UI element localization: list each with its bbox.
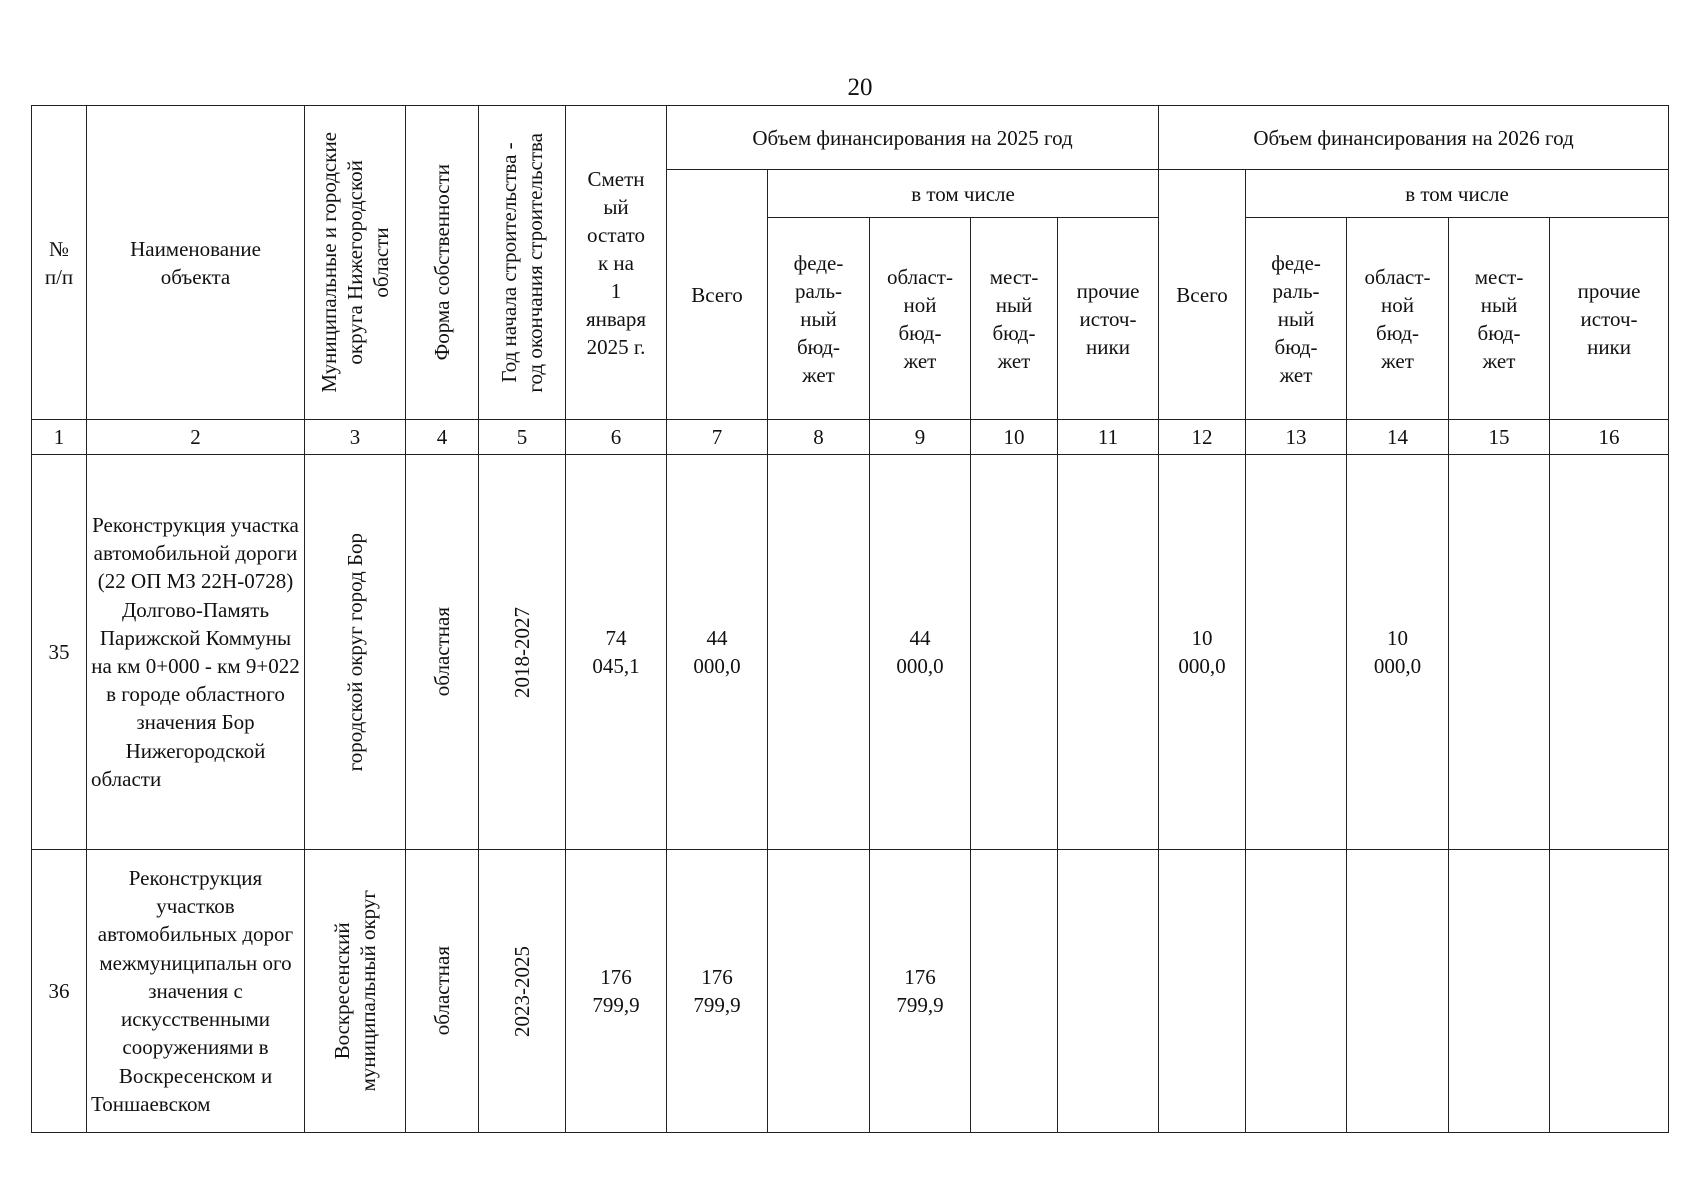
header-years: Год начала строительства - год окончания строительства — [497, 132, 547, 393]
district-cell — [305, 455, 406, 850]
balance: 74 045,1 — [566, 455, 667, 850]
table-row — [32, 850, 1669, 1133]
row-number: 35 — [32, 455, 87, 850]
total-2026: 10 000,0 — [1159, 455, 1246, 850]
header-local-2026: мест- ный бюд- жет — [1449, 218, 1550, 420]
column-number: 16 — [1550, 420, 1669, 455]
header-federal-2026: феде- раль- ный бюд- жет — [1246, 218, 1347, 420]
header-number: № п/п — [32, 106, 87, 420]
ownership-cell — [406, 455, 479, 850]
federal-2025 — [768, 850, 870, 1133]
total-2025: 176 799,9 — [667, 850, 768, 1133]
years: 2023-2025 — [510, 945, 534, 1037]
header-total-2026: Всего — [1159, 170, 1246, 420]
object-name: Реконструкция участков автомобильных дорог межмуниципальн ого значения с искусственными сооружениями в Воскресенском и Тоншаевском — [87, 850, 305, 1133]
column-number: 12 — [1159, 420, 1246, 455]
header-other-2025: прочие источ- ники — [1058, 218, 1159, 420]
total-2026 — [1159, 850, 1246, 1133]
federal-2025 — [768, 455, 870, 850]
header-ownership-cell — [406, 106, 479, 420]
header-local-2025: мест- ный бюд- жет — [971, 218, 1058, 420]
balance: 176 799,9 — [566, 850, 667, 1133]
local-2026 — [1449, 850, 1550, 1133]
ownership: областная — [430, 946, 454, 1036]
column-number: 4 — [406, 420, 479, 455]
district-cell — [305, 850, 406, 1133]
column-number: 14 — [1347, 420, 1449, 455]
column-number: 15 — [1449, 420, 1550, 455]
object-name: Реконструкция участка автомобильной дороги (22 ОП МЗ 22Н-0728) Долгово-Память Парижской Коммуны на км 0+000 - км 9+022 в городе областного значения Бор Нижегородской области — [87, 455, 305, 850]
header-funding-2026: Объем финансирования на 2026 год — [1159, 106, 1669, 170]
column-number: 1 — [32, 420, 87, 455]
local-2025 — [971, 455, 1058, 850]
regional-2025: 176 799,9 — [870, 850, 971, 1133]
regional-2026 — [1347, 850, 1449, 1133]
header-balance: Сметн ый остато к на 1 января 2025 г. — [566, 106, 667, 420]
regional-2026: 10 000,0 — [1347, 455, 1449, 850]
funding-table — [31, 105, 1669, 1133]
header-total-2025: Всего — [667, 170, 768, 420]
table-row — [32, 455, 1669, 850]
row-number: 36 — [32, 850, 87, 1133]
column-number-row — [32, 420, 1669, 455]
header-district-cell — [305, 106, 406, 420]
header-other-2026: прочие источ- ники — [1550, 218, 1669, 420]
header-funding-2025: Объем финансирования на 2025 год — [667, 106, 1159, 170]
column-number: 8 — [768, 420, 870, 455]
header-district: Муниципальные и городские округа Нижегородской области — [317, 132, 393, 393]
header-including-2026: в том числе — [1246, 170, 1669, 218]
header-object-name: Наименование объекта — [87, 106, 305, 420]
federal-2026 — [1246, 455, 1347, 850]
ownership: областная — [430, 607, 454, 697]
years-cell — [479, 455, 566, 850]
header-years-cell — [479, 106, 566, 420]
column-number: 10 — [971, 420, 1058, 455]
total-2025: 44 000,0 — [667, 455, 768, 850]
regional-2025: 44 000,0 — [870, 455, 971, 850]
years: 2018-2027 — [510, 606, 534, 698]
other-2025 — [1058, 850, 1159, 1133]
column-number: 2 — [87, 420, 305, 455]
column-number: 5 — [479, 420, 566, 455]
header-federal-2025: феде- раль- ный бюд- жет — [768, 218, 870, 420]
column-number: 11 — [1058, 420, 1159, 455]
other-2026 — [1550, 455, 1669, 850]
local-2026 — [1449, 455, 1550, 850]
header-regional-2025: област- ной бюд- жет — [870, 218, 971, 420]
other-2025 — [1058, 455, 1159, 850]
column-number: 13 — [1246, 420, 1347, 455]
column-number: 7 — [667, 420, 768, 455]
column-number: 9 — [870, 420, 971, 455]
local-2025 — [971, 850, 1058, 1133]
years-cell — [479, 850, 566, 1133]
district: городской округ город Бор — [343, 532, 367, 772]
column-number: 3 — [305, 420, 406, 455]
federal-2026 — [1246, 850, 1347, 1133]
page-number: 20 — [847, 74, 873, 101]
district: Воскресенский муниципальный округ — [330, 890, 380, 1092]
column-number: 6 — [566, 420, 667, 455]
ownership-cell — [406, 850, 479, 1133]
header-ownership: Форма собственности — [430, 164, 454, 361]
header-row-1 — [32, 106, 1669, 170]
header-including-2025: в том числе — [768, 170, 1159, 218]
other-2026 — [1550, 850, 1669, 1133]
header-regional-2026: област- ной бюд- жет — [1347, 218, 1449, 420]
